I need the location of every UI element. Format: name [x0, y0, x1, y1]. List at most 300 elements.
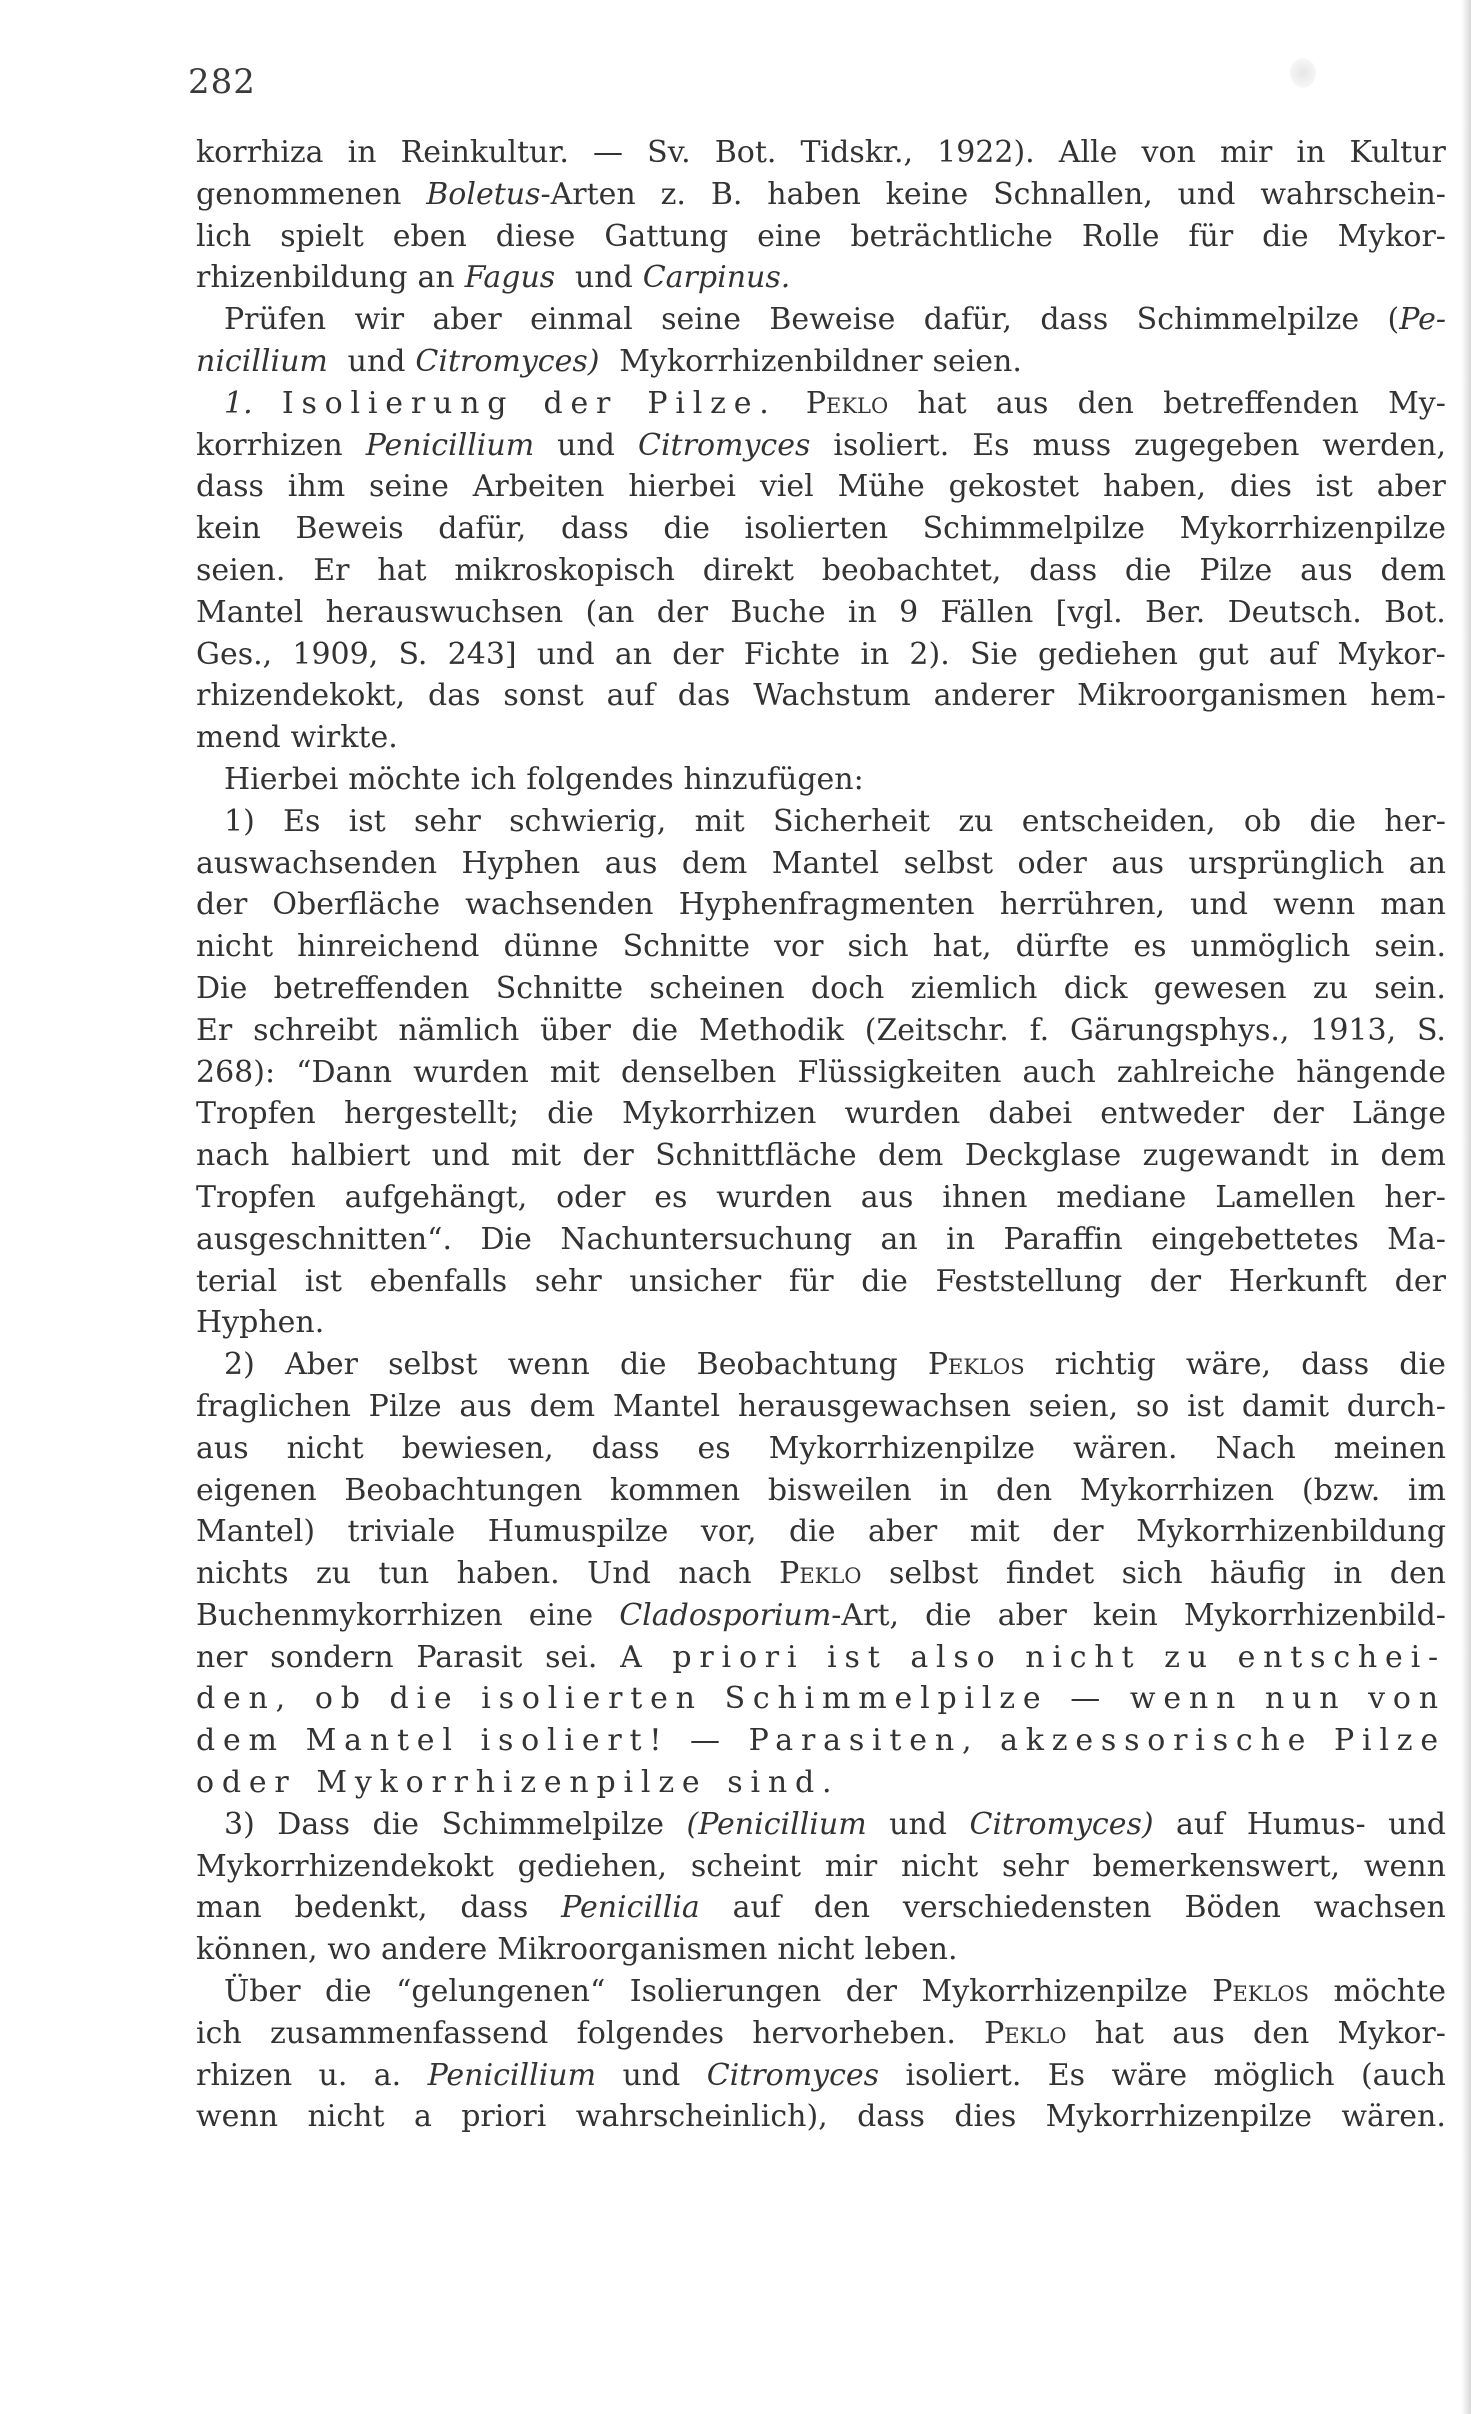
text-line — [196, 550, 1446, 592]
word: die — [663, 511, 710, 547]
word — [707, 2055, 879, 2097]
word: genommenen — [196, 176, 402, 212]
word: aber — [997, 1597, 1067, 1633]
text-line — [196, 1010, 1446, 1052]
word: die — [325, 1974, 372, 2010]
word: bisweilen — [767, 1472, 912, 1508]
word: sondern — [270, 1639, 394, 1675]
word: selbst — [888, 1556, 979, 1592]
word: herausgewachsen — [737, 1388, 1012, 1424]
spaced-text: also — [910, 1639, 1003, 1675]
word: Schnallen, — [993, 176, 1153, 212]
word: aber — [868, 1514, 938, 1550]
word — [727, 1762, 849, 1804]
text-line — [196, 1678, 1446, 1720]
spaced-text: der — [543, 385, 619, 421]
word: Die — [480, 1221, 532, 1257]
word: den — [1253, 2015, 1310, 2051]
spaced-text: — — [690, 1723, 728, 1759]
word: ist — [348, 803, 386, 839]
word: Hierbei — [224, 761, 339, 797]
word: es — [654, 1179, 688, 1215]
word: auf — [1176, 1806, 1225, 1842]
word: Mykor- — [1337, 218, 1446, 254]
word: bewiesen, — [401, 1430, 554, 1466]
word: der — [672, 636, 724, 672]
word: Mykorrhizenbildung — [1136, 1514, 1446, 1550]
word: Mykor- — [1337, 2015, 1446, 2051]
word — [1212, 1971, 1309, 2013]
spaced-text: Isolierung — [281, 385, 515, 421]
word: [vgl. — [1055, 594, 1123, 630]
word: dass — [560, 511, 629, 547]
italic-text: Citromyces) — [415, 343, 600, 379]
word: für — [788, 1263, 834, 1299]
text-line — [196, 1637, 1446, 1679]
spaced-text: Mantel — [305, 1723, 460, 1759]
word: die — [861, 1263, 908, 1299]
word: eigenen — [196, 1472, 317, 1508]
spaced-text: Pilze — [1334, 1723, 1446, 1759]
italic-text: Penicillia — [561, 1890, 700, 1926]
word: und — [536, 636, 595, 672]
word: Methodik — [699, 1012, 844, 1048]
word: Mykor- — [1337, 636, 1446, 672]
word: herauswuchsen — [325, 594, 564, 630]
word: richtig — [1054, 1347, 1156, 1383]
word: Schimmelpilze — [441, 1806, 665, 1842]
spaced-text: den, — [196, 1681, 294, 1717]
word: der — [656, 594, 709, 630]
word: und — [557, 427, 616, 463]
word: aus — [604, 845, 658, 881]
word — [725, 1678, 1049, 1720]
word: häufig — [1210, 1556, 1306, 1592]
spaced-text: die — [389, 1681, 460, 1717]
word: verschiedensten — [902, 1890, 1152, 1926]
text-line — [196, 1219, 1446, 1261]
word: ich — [196, 2015, 242, 2051]
word: beträchtliche — [850, 218, 1053, 254]
word: auch — [1022, 1054, 1096, 1090]
word: triviale — [347, 1514, 456, 1550]
text-line — [196, 174, 1446, 216]
word: denselben — [621, 1054, 777, 1090]
word — [806, 383, 888, 425]
word: Dass — [277, 1806, 351, 1842]
word: 2) — [224, 1347, 255, 1383]
word: dem — [1380, 1138, 1446, 1174]
word — [1130, 1678, 1243, 1720]
word: wachsen — [1313, 1890, 1446, 1926]
word: Pilze — [368, 1388, 442, 1424]
text-line — [196, 2096, 1446, 2138]
text-line — [196, 634, 1446, 676]
text-line — [196, 1971, 1446, 2013]
word: ich — [470, 761, 517, 797]
word: wurden — [844, 1096, 961, 1132]
word: sonst — [503, 678, 584, 714]
word: ebenfalls — [369, 1263, 508, 1299]
word: Boletus-Arten — [426, 174, 636, 216]
word: ihm — [287, 469, 346, 505]
word — [984, 2013, 1066, 2055]
word: und — [431, 1138, 490, 1174]
word: möchte — [348, 761, 461, 797]
word: mit — [694, 803, 745, 839]
text-line — [196, 1595, 1446, 1637]
word: Länge — [1351, 1096, 1446, 1132]
word: mikroskopisch — [454, 552, 675, 588]
italic-text: Citromyces — [638, 427, 811, 463]
word: Beweis — [295, 511, 404, 547]
text-line — [196, 968, 1446, 1010]
word: Prüfen — [224, 302, 327, 338]
word: Er — [196, 1012, 233, 1048]
text-line — [196, 1470, 1446, 1512]
word: fraglichen — [196, 1388, 351, 1424]
italic-text: (Penicillium — [686, 1806, 867, 1842]
word: hinzufügen: — [683, 761, 864, 797]
word: Alle — [1058, 135, 1118, 170]
word: 3) — [224, 1806, 255, 1842]
word: muss — [1032, 427, 1112, 463]
word: die — [925, 1597, 972, 1633]
word: z. — [660, 176, 686, 212]
word: ist — [304, 1263, 342, 1299]
word: in — [1330, 1138, 1360, 1174]
word: nach — [196, 1138, 270, 1174]
word: Mykorrhizen — [621, 1096, 817, 1132]
word — [928, 1344, 1025, 1386]
small-caps-name: Peklo — [805, 385, 889, 421]
word: die — [1309, 803, 1356, 839]
word: haben — [767, 176, 861, 212]
word: Mykorrhizenpilze — [1179, 511, 1446, 547]
word: in — [860, 636, 890, 672]
text-line — [196, 341, 1446, 383]
word — [1164, 1637, 1215, 1679]
word: aus — [1172, 2015, 1225, 2051]
word: hat — [917, 385, 967, 421]
word: dem — [681, 845, 748, 881]
word: Beobachtungen — [344, 1472, 583, 1508]
word: dass — [857, 2099, 925, 2135]
word: leben. — [864, 1932, 958, 1968]
word: entscheiden, — [1021, 803, 1216, 839]
spaced-text: wenn — [1129, 1681, 1244, 1717]
word: ausgeschnitten“. — [196, 1221, 453, 1257]
word: eine — [757, 218, 822, 254]
word: Nach — [1215, 1430, 1296, 1466]
word: her- — [1384, 1179, 1446, 1215]
word: a — [413, 2099, 432, 2135]
word: Arbeiten — [472, 469, 605, 505]
word: in — [1296, 135, 1326, 170]
word: wäre, — [1185, 1347, 1272, 1383]
word: man — [196, 1890, 262, 1926]
word: nicht — [196, 929, 274, 965]
word — [687, 1804, 867, 1846]
word: so — [1135, 1388, 1170, 1424]
word: rhizen — [196, 2057, 293, 2093]
word: hergestellt; — [344, 1096, 519, 1132]
word: die — [788, 1514, 836, 1550]
word: aber — [1376, 469, 1446, 505]
word: dick — [1063, 970, 1128, 1006]
word: die — [547, 1096, 594, 1132]
small-caps-name: Peklo — [779, 1556, 862, 1592]
word: B. — [710, 176, 743, 212]
word: aus — [459, 1388, 512, 1424]
text-line — [196, 801, 1446, 843]
word: sehr — [1001, 1848, 1069, 1884]
word: und — [1388, 1806, 1446, 1842]
word: selbst — [903, 845, 994, 881]
word: und — [574, 260, 633, 296]
small-caps-name: Peklo — [984, 2015, 1067, 2051]
word: 9 — [899, 594, 919, 630]
word: im — [1407, 1472, 1446, 1508]
text-line — [196, 843, 1446, 885]
word — [543, 383, 618, 425]
word: Schimmelpilze — [922, 511, 1146, 547]
text-line — [196, 466, 1446, 508]
word: beobachtet, — [821, 552, 1002, 588]
word: Hyphen. — [196, 1305, 325, 1341]
word: Ges., — [196, 636, 273, 672]
word: in — [347, 135, 377, 170]
word: die — [1399, 1347, 1446, 1383]
word — [1265, 1678, 1346, 1720]
word: terial — [196, 1263, 278, 1299]
word: werden, — [1322, 427, 1446, 463]
word: herrühren, — [999, 887, 1166, 923]
word: aus — [1111, 845, 1165, 881]
word: gekostet — [948, 469, 1080, 505]
word: Mykorrhizen — [1079, 1472, 1275, 1508]
word: über — [540, 1012, 611, 1048]
word: 1922). — [937, 135, 1035, 170]
small-caps-name: Peklos — [927, 1347, 1025, 1383]
word: eine — [528, 1597, 594, 1633]
word: Hyphenfragmenten — [678, 887, 975, 923]
word: spielt — [280, 218, 364, 254]
word: seien. — [932, 343, 1022, 379]
text-line — [196, 216, 1446, 258]
word: dem — [1380, 552, 1446, 588]
word: eben — [392, 218, 467, 254]
word: die — [1262, 218, 1309, 254]
word: wären. — [1341, 2099, 1446, 2135]
word: aber — [432, 302, 502, 338]
word: nicht — [286, 1430, 364, 1466]
spaced-text: von — [1368, 1681, 1446, 1717]
word — [638, 425, 810, 467]
word — [690, 1720, 728, 1762]
word: Böden — [1184, 1890, 1281, 1926]
word: andere — [381, 1932, 488, 1968]
word: ihnen — [942, 1179, 1028, 1215]
word: in — [939, 1472, 969, 1508]
word: dass — [1301, 1347, 1370, 1383]
word: 2). — [909, 636, 950, 672]
word: a. — [373, 2057, 402, 2093]
word: der — [845, 1974, 898, 2010]
word: und — [622, 2057, 681, 2093]
word: Es — [283, 803, 321, 839]
word: von — [1141, 135, 1196, 170]
word: Ber. — [1144, 594, 1206, 630]
word: die — [619, 1347, 667, 1383]
small-caps-name: Peklos — [1212, 1974, 1310, 2010]
word: mit — [969, 1514, 1020, 1550]
word: u. — [318, 2057, 348, 2093]
text-line — [196, 1762, 1446, 1804]
text-line — [196, 1804, 1446, 1846]
word: Flüssigkeiten — [797, 1054, 1002, 1090]
text-line — [196, 926, 1446, 968]
italic-text: 1. — [224, 385, 253, 421]
spaced-text: zu — [1164, 1639, 1215, 1675]
word: Mykorrhizenpilze — [1045, 2099, 1312, 2135]
word — [481, 1678, 702, 1720]
word: den — [995, 1472, 1053, 1508]
word: zusammenfassend — [269, 2015, 549, 2051]
word: Tropfen — [196, 1096, 316, 1132]
word — [390, 1678, 460, 1720]
spaced-text: nun — [1264, 1681, 1347, 1717]
word: wirkte. — [290, 720, 398, 756]
word: scheint — [690, 1848, 802, 1884]
word: aus — [1300, 552, 1353, 588]
word: Über — [224, 1974, 301, 2010]
italic-text: Citromyces — [706, 2057, 880, 2093]
word: nicht — [777, 1932, 855, 1968]
word: folgendes — [576, 2015, 724, 2051]
word: sein. — [1374, 970, 1446, 1006]
word — [481, 1720, 670, 1762]
word: wenn — [196, 2099, 279, 2135]
word: schwierig, — [509, 803, 667, 839]
word — [316, 1762, 717, 1804]
spaced-text: dem — [196, 1723, 285, 1759]
word — [672, 1637, 804, 1679]
word: vor, — [700, 1514, 757, 1550]
word: dass — [1040, 302, 1109, 338]
word: der — [582, 1138, 634, 1174]
text-line — [196, 1302, 1446, 1344]
word: seien. — [196, 552, 286, 588]
italic-text: Fagus — [464, 260, 556, 296]
word: nichts — [196, 1556, 289, 1592]
word: mir — [824, 1848, 878, 1884]
word: Reinkultur. — [400, 135, 569, 170]
word: und — [347, 343, 406, 379]
word: der — [1149, 1263, 1202, 1299]
text-line — [196, 592, 1446, 634]
word: Bot. — [1384, 594, 1446, 630]
word — [428, 2055, 596, 2097]
italic-text: Citromyces) — [969, 1806, 1154, 1842]
word: Lamellen — [1215, 1179, 1356, 1215]
word — [779, 1553, 861, 1595]
text-line — [196, 1135, 1446, 1177]
text-line — [196, 1929, 1446, 1971]
spaced-text: Mykorrhizenpilze — [316, 1765, 708, 1801]
word: der — [1272, 1096, 1324, 1132]
word: und — [1177, 176, 1236, 212]
word: findet — [1005, 1556, 1095, 1592]
word: der — [1394, 1263, 1446, 1299]
word: auf — [606, 678, 655, 714]
word: den — [1389, 1556, 1446, 1592]
word: wir — [354, 302, 405, 338]
text-line — [196, 1553, 1446, 1595]
word: Gärungsphys., — [1070, 1012, 1290, 1048]
word: dem — [877, 1138, 944, 1174]
spaced-text: nicht — [1025, 1639, 1142, 1675]
word: zahlreiche — [1116, 1054, 1276, 1090]
word: durch- — [1346, 1388, 1446, 1424]
word: oder — [1017, 845, 1087, 881]
word: dafür, — [438, 511, 527, 547]
italic-text: nicillium — [196, 343, 328, 379]
word: mend — [196, 720, 281, 756]
word: — — [593, 135, 624, 170]
word: korrhizen — [196, 427, 343, 463]
word: Mantel — [771, 845, 880, 881]
spaced-text: A — [620, 1639, 650, 1675]
word — [749, 1720, 980, 1762]
word: sehr — [534, 1263, 602, 1299]
text-line — [196, 1093, 1446, 1135]
text-line — [196, 717, 1446, 759]
word: Tropfen — [196, 1179, 316, 1215]
word: gut — [1198, 636, 1249, 672]
word: hat — [1094, 2015, 1144, 2051]
word: wäre — [1111, 2057, 1188, 2093]
word: direkt — [702, 552, 794, 588]
word: nämlich — [398, 1012, 520, 1048]
word: (bzw. — [1301, 1472, 1381, 1508]
text-line — [196, 884, 1446, 926]
word — [196, 1762, 306, 1804]
text-line — [196, 759, 1446, 801]
word: My- — [1388, 385, 1446, 421]
binding-shadow — [1461, 0, 1471, 2414]
word: Mantel — [196, 594, 304, 630]
word: den — [813, 1890, 871, 1926]
word: das — [428, 678, 481, 714]
word: Cladosporium-Art, — [619, 1595, 899, 1637]
word: Humus- — [1246, 1806, 1366, 1842]
word: Mykorrhizenbildner — [619, 343, 923, 379]
body-text — [196, 132, 1446, 2138]
word — [224, 383, 253, 425]
word: möchte — [1333, 1974, 1446, 2010]
word: hinreichend — [297, 929, 480, 965]
word: Mantel) — [196, 1514, 316, 1550]
word: ob — [1243, 803, 1282, 839]
word: zu — [958, 803, 994, 839]
word: 243] — [447, 636, 517, 672]
word: mediane — [1056, 1179, 1187, 1215]
word: Buche — [730, 594, 826, 630]
word: ursprünglich — [1188, 845, 1385, 881]
word: wären. — [1073, 1430, 1178, 1466]
word: dass — [1029, 552, 1098, 588]
